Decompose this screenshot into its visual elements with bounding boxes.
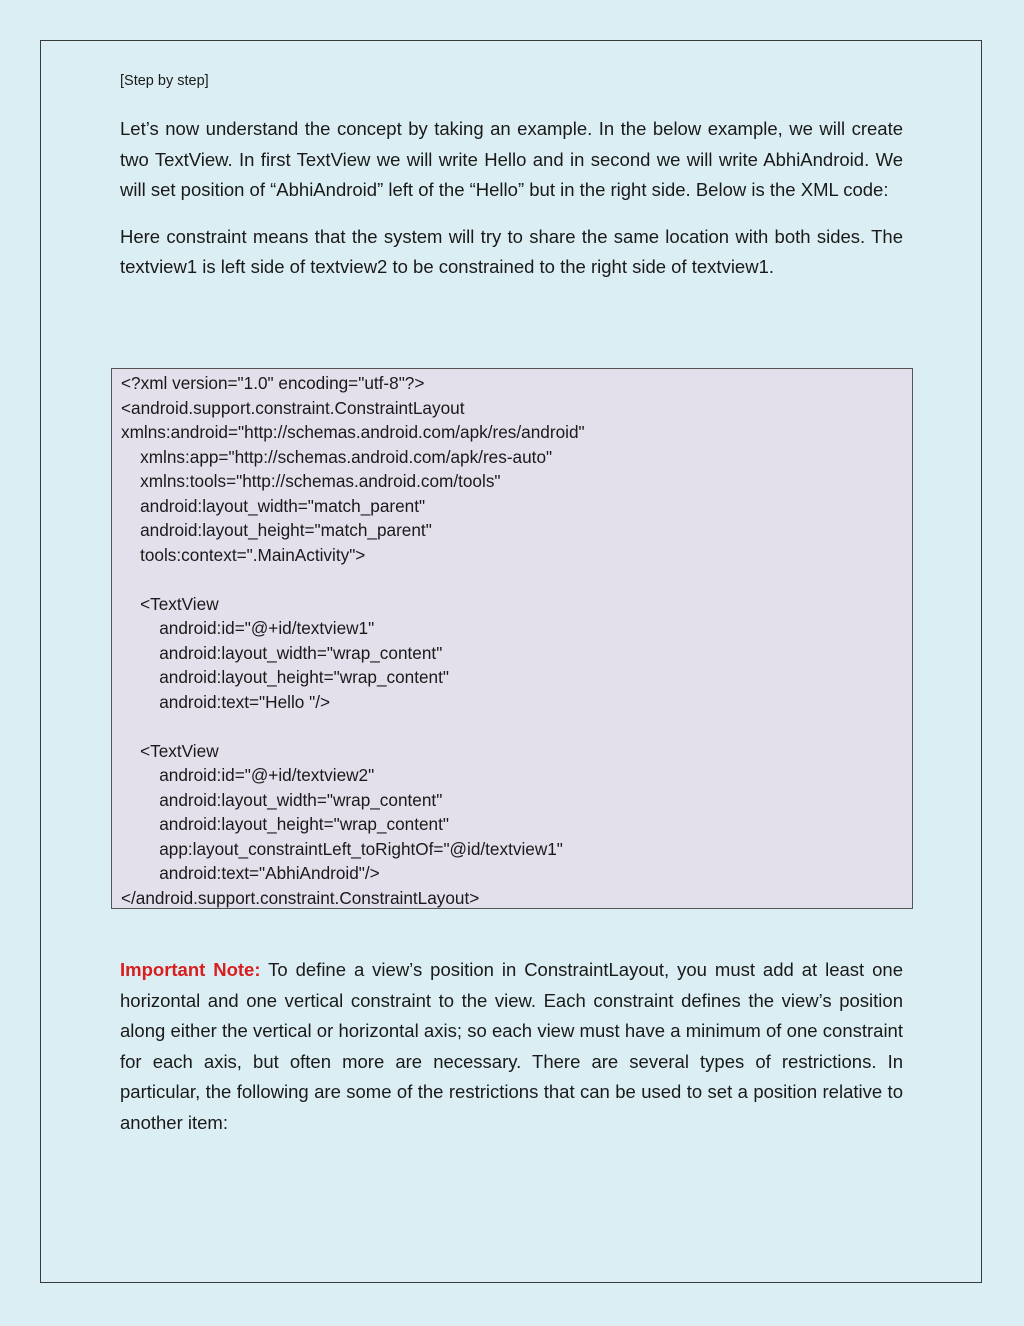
code-line: xmlns:tools="http://schemas.android.com/tools" — [121, 471, 501, 491]
code-line: <TextView — [121, 740, 219, 761]
code-line: android:id="@+id/textview1" — [121, 618, 375, 638]
code-line: android:layout_height="wrap_content" — [121, 667, 449, 687]
xml-code-block — [111, 368, 913, 909]
section-tag: [Step by step] — [120, 73, 209, 89]
intro-paragraph: Let’s now understand the concept by taking an example. In the below example, we will create two TextView. In first TextView we will write Hello and in second we will write AbhiAndroid. We will set position of “AbhiAndroid” left of the “Hello” but in the right side. Below is the XML code: — [120, 118, 903, 200]
important-note-label: Important Note: — [120, 959, 261, 980]
code-line: xmlns:android="http://schemas.android.com/apk/res/android" — [121, 422, 585, 442]
code-line: android:id="@+id/textview2" — [121, 765, 375, 785]
code-line — [121, 567, 912, 592]
code-line: android:layout_width="wrap_content" — [121, 789, 443, 810]
code-line: xmlns:app="http://schemas.android.com/apk/res-auto" — [121, 446, 553, 467]
code-line: app:layout_constraintLeft_toRightOf="@id/textview1" — [121, 838, 563, 859]
code-line: <?xml version="1.0" encoding="utf-8"?> — [121, 373, 425, 393]
code-line: android:text="Hello "/> — [121, 691, 331, 712]
important-note — [120, 955, 903, 1138]
code-line — [121, 714, 912, 739]
document-body — [120, 70, 903, 300]
code-line: </android.support.constraint.ConstraintLayout> — [121, 887, 480, 908]
code-line: <android.support.constraint.ConstraintLayout — [121, 397, 465, 418]
code-line: android:layout_height="wrap_content" — [121, 814, 449, 834]
code-line: tools:context=".MainActivity"> — [121, 544, 366, 565]
code-line: android:layout_width="wrap_content" — [121, 642, 443, 663]
code-line: android:layout_height="match_parent" — [121, 520, 432, 540]
important-note-text: To define a view’s position in ConstraintLayout, you must add at least one horizontal and one vertical constraint to the view. Each constraint defines the view’s position along either the vertical or horizontal axis; so each view must have a minimum of one constraint for each axis, but often more are necessary. There are several types of restrictions. In particular, the following are some of the restrictions that can be used to set a position relative to another item: — [120, 959, 903, 1133]
constraint-paragraph: Here constraint means that the system will try to share the same location with both sides. The textview1 is left side of textview2 to be constrained to the right side of textview1. — [120, 225, 903, 277]
code-line: android:layout_width="match_parent" — [121, 495, 426, 516]
code-line: android:text="AbhiAndroid"/> — [121, 863, 380, 883]
code-line: <TextView — [121, 593, 219, 614]
